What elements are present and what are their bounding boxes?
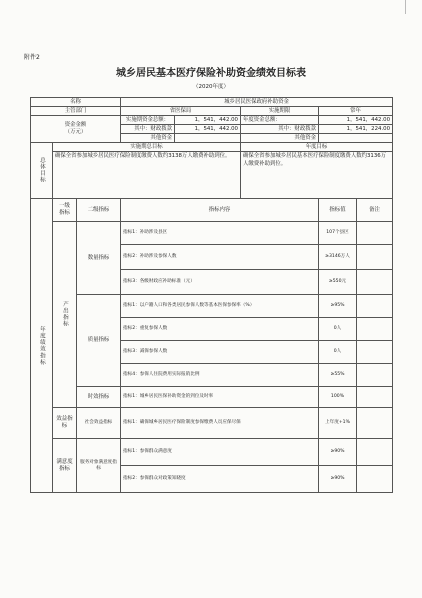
impl-period-value: 常年 bbox=[319, 107, 393, 116]
indicator-value: ≥55% bbox=[319, 364, 357, 387]
fund-year-fiscal-value: 1，541，224.00 bbox=[319, 125, 393, 134]
indicator-value: 107个县区 bbox=[319, 222, 357, 245]
impl-period-label: 实施期限 bbox=[241, 107, 319, 116]
fund-year-total-label: 年度资金总额： bbox=[241, 116, 319, 125]
indicator-value: 0人 bbox=[319, 341, 357, 364]
satisfaction-label: 满意度指标 bbox=[53, 439, 77, 493]
indicator-value: 100% bbox=[319, 387, 357, 408]
overall-label: 总体目标 bbox=[31, 143, 53, 199]
service-satisfaction-label: 服务对象满意度指标 bbox=[77, 439, 121, 493]
indicator-content: 指标3：减保参保人数 bbox=[121, 341, 319, 364]
indicator-value: ≥90% bbox=[319, 466, 357, 493]
fund-year-fiscal-label: 其中：财政拨款 bbox=[241, 125, 319, 134]
impl-goal-header: 实施期总目标 bbox=[53, 143, 241, 152]
name-value: 城乡居民医保政府补助资金 bbox=[121, 98, 393, 107]
indicator-content: 指标1：以户籍人口和各类居民参保人数等基本医保参保率（%） bbox=[121, 295, 319, 318]
fund-label: 资金金额 （万元） bbox=[31, 116, 121, 143]
indicator-remark bbox=[357, 387, 393, 408]
fund-impl-other-value bbox=[175, 134, 241, 143]
fund-impl-total-value: 1，541，442.00 bbox=[175, 116, 241, 125]
indicator-value: ≥95% bbox=[319, 295, 357, 318]
benefit-label: 效益指标 bbox=[53, 408, 77, 439]
indicator-remark bbox=[357, 318, 393, 341]
fund-year-other-label: 其他资金 bbox=[241, 134, 319, 143]
document-title: 城乡居民基本医疗保险补助资金绩效目标表 bbox=[116, 68, 306, 79]
impl-goal-text: 确保全省参加城乡居民医疗保险制度缴费人数约3138万人缴费补助到位。 bbox=[53, 152, 241, 199]
dept-label: 主管部门 bbox=[31, 107, 121, 116]
indicator-content: 指标2：参保群众对政策知晓度 bbox=[121, 466, 319, 493]
content-header: 指标内容 bbox=[121, 199, 319, 222]
fund-impl-fiscal-label: 其中：财政拨款 bbox=[121, 125, 175, 134]
indicator-content: 指标2：重复参保人数 bbox=[121, 318, 319, 341]
indicator-remark bbox=[357, 439, 393, 466]
level2-header: 二级指标 bbox=[77, 199, 121, 222]
year-goal-header: 年度目标 bbox=[241, 143, 393, 152]
indicator-value: ≥90% bbox=[319, 439, 357, 466]
indicator-remark bbox=[357, 341, 393, 364]
year-note: （2020年度） bbox=[193, 84, 229, 90]
indicator-value: 上年度+1% bbox=[319, 408, 357, 439]
timeliness-label: 时效指标 bbox=[77, 387, 121, 408]
indicator-content: 指标1：确保城乡居民医疗保险制度参保缴费人员应保尽保 bbox=[121, 408, 319, 439]
fund-impl-total-label: 实施期资金总额： bbox=[121, 116, 175, 125]
performance-target-table bbox=[30, 97, 393, 493]
level1-header: 一级 指标 bbox=[53, 199, 77, 222]
indicator-remark bbox=[357, 222, 393, 245]
fund-impl-other-label: 其他资金 bbox=[121, 134, 175, 143]
social-benefit-label: 社会效益指标 bbox=[77, 408, 121, 439]
fund-impl-fiscal-value: 1，541，442.00 bbox=[175, 125, 241, 134]
value-header: 指标值 bbox=[319, 199, 357, 222]
indicator-remark bbox=[357, 270, 393, 295]
indicator-remark bbox=[357, 364, 393, 387]
page-corner-mark bbox=[405, 0, 416, 14]
quality-label: 质量指标 bbox=[77, 295, 121, 387]
indicator-content: 指标1：补助涉及县区 bbox=[121, 222, 319, 245]
fund-year-other-value bbox=[319, 134, 393, 143]
attachment-label: 附件2 bbox=[24, 54, 40, 61]
indicator-remark bbox=[357, 245, 393, 270]
name-label: 名称 bbox=[31, 98, 121, 107]
indicator-value: ≥3146万人 bbox=[319, 245, 357, 270]
remark-header: 备注 bbox=[357, 199, 393, 222]
indicator-content: 指标1：参保群众满意度 bbox=[121, 439, 319, 466]
indicator-content: 指标4：参保人住院费用实际报销比例 bbox=[121, 364, 319, 387]
indicator-content: 指标3：各级财政应补助标准（元） bbox=[121, 270, 319, 295]
indicator-remark bbox=[357, 466, 393, 493]
dept-value: 省医保局 bbox=[121, 107, 241, 116]
indicator-value: 0人 bbox=[319, 318, 357, 341]
indicator-remark bbox=[357, 295, 393, 318]
year-goal-text: 确保全省参加城乡居民基本医疗保险制度缴费人数约3136万人缴费补助到位。 bbox=[241, 152, 393, 199]
indicator-content: 指标2：补助涉及参保人数 bbox=[121, 245, 319, 270]
quantity-label: 数量指标 bbox=[77, 222, 121, 295]
indicator-value: ≥550元 bbox=[319, 270, 357, 295]
indicator-content: 指标1：城乡居民医保补助资金的到位及时率 bbox=[121, 387, 319, 408]
perf-label: 年度绩效指标 bbox=[31, 199, 53, 493]
fund-year-total-value: 1，541，442.00 bbox=[319, 116, 393, 125]
indicator-remark bbox=[357, 408, 393, 439]
output-label: 产出指标 bbox=[53, 222, 77, 408]
